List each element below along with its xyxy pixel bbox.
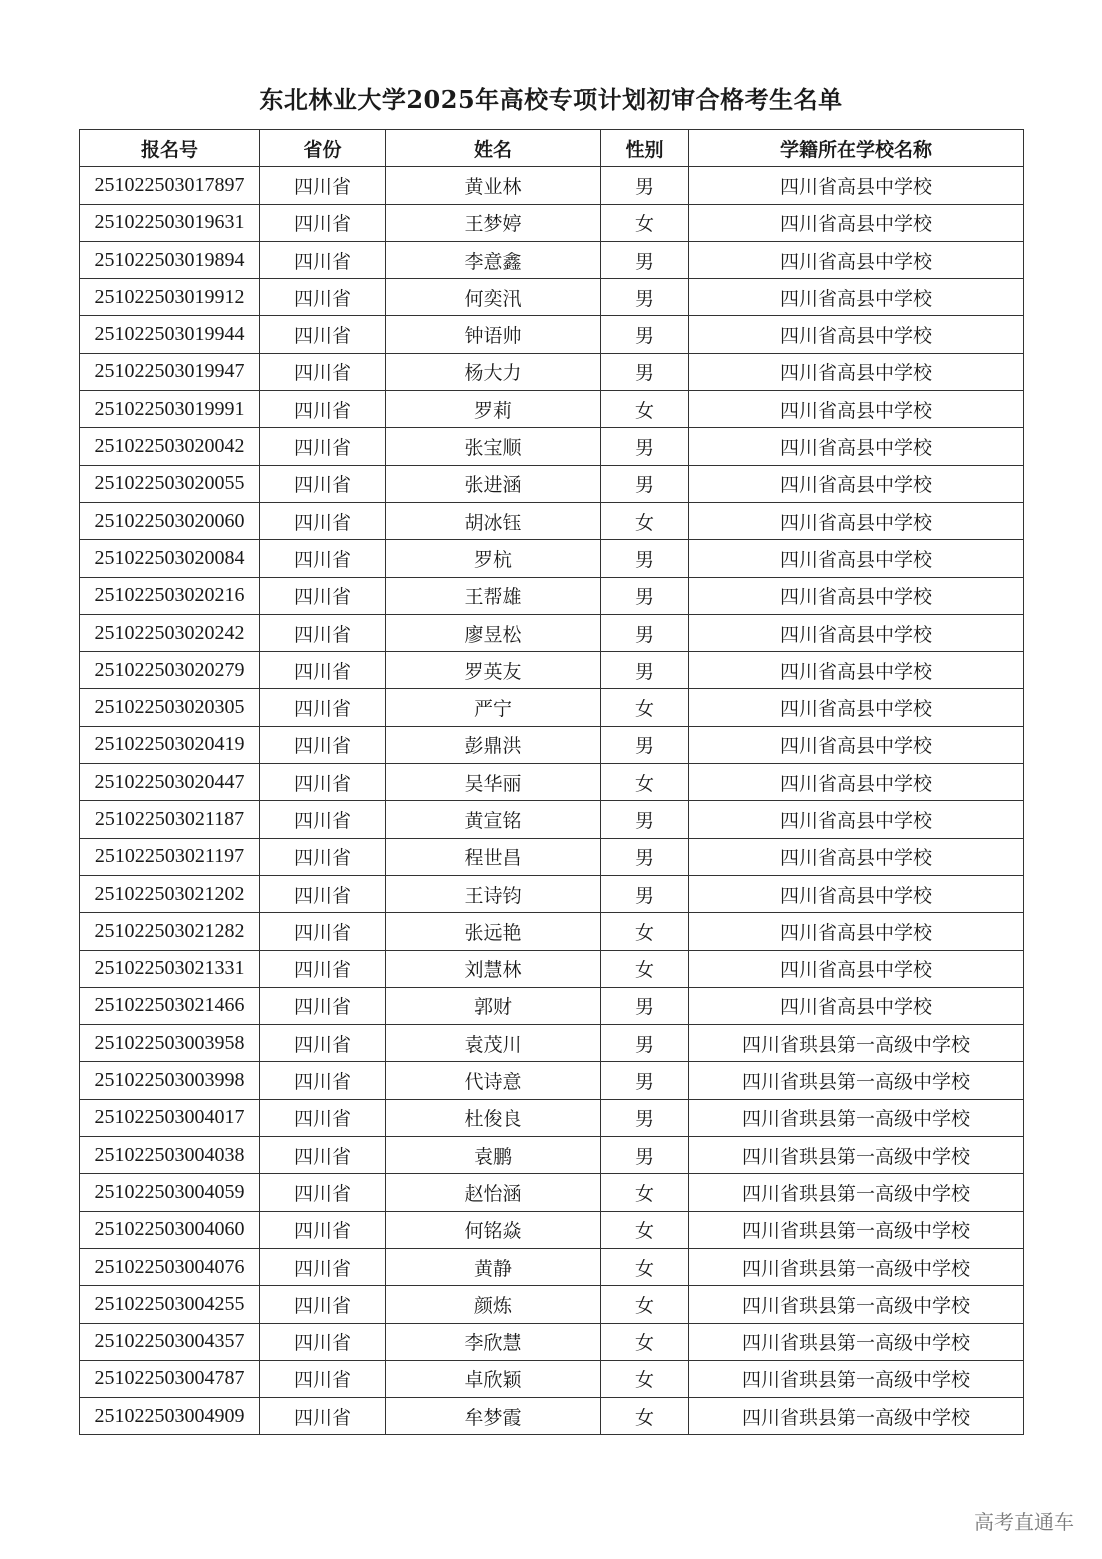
cell-province: 四川省 <box>260 652 386 689</box>
table-row <box>80 913 1024 950</box>
cell-registration-no: 251022503020305 <box>80 689 260 726</box>
table-row <box>80 1099 1024 1136</box>
cell-school: 四川省高县中学校 <box>689 502 1024 539</box>
cell-province: 四川省 <box>260 764 386 801</box>
cell-gender: 男 <box>601 279 689 316</box>
cell-province: 四川省 <box>260 353 386 390</box>
cell-registration-no: 251022503004357 <box>80 1323 260 1360</box>
cell-name: 王诗钧 <box>386 875 601 912</box>
cell-gender: 男 <box>601 1062 689 1099</box>
cell-province: 四川省 <box>260 1360 386 1397</box>
table-row <box>80 689 1024 726</box>
cell-registration-no: 251022503004076 <box>80 1248 260 1285</box>
cell-name: 张进涵 <box>386 465 601 502</box>
document-title: 东北林业大学2025年高校专项计划初审合格考生名单 <box>259 85 843 114</box>
cell-gender: 女 <box>601 204 689 241</box>
cell-school: 四川省高县中学校 <box>689 801 1024 838</box>
cell-gender: 男 <box>601 987 689 1024</box>
cell-province: 四川省 <box>260 204 386 241</box>
cell-school: 四川省高县中学校 <box>689 465 1024 502</box>
cell-school: 四川省高县中学校 <box>689 913 1024 950</box>
cell-registration-no: 251022503019894 <box>80 241 260 278</box>
cell-registration-no: 251022503021331 <box>80 950 260 987</box>
cell-province: 四川省 <box>260 875 386 912</box>
cell-school: 四川省高县中学校 <box>689 316 1024 353</box>
cell-name: 牟梦霞 <box>386 1398 601 1435</box>
cell-gender: 女 <box>601 913 689 950</box>
cell-school: 四川省高县中学校 <box>689 838 1024 875</box>
cell-gender: 女 <box>601 502 689 539</box>
cell-school: 四川省高县中学校 <box>689 353 1024 390</box>
cell-name: 何铭焱 <box>386 1211 601 1248</box>
cell-province: 四川省 <box>260 838 386 875</box>
cell-school: 四川省高县中学校 <box>689 577 1024 614</box>
cell-province: 四川省 <box>260 1174 386 1211</box>
cell-name: 王帮雄 <box>386 577 601 614</box>
cell-gender: 男 <box>601 801 689 838</box>
cell-province: 四川省 <box>260 1062 386 1099</box>
cell-school: 四川省高县中学校 <box>689 279 1024 316</box>
cell-name: 张宝顺 <box>386 428 601 465</box>
cell-registration-no: 251022503021282 <box>80 913 260 950</box>
cell-registration-no: 251022503019912 <box>80 279 260 316</box>
cell-gender: 女 <box>601 764 689 801</box>
table-row <box>80 1248 1024 1285</box>
cell-school: 四川省珙县第一高级中学校 <box>689 1360 1024 1397</box>
cell-school: 四川省高县中学校 <box>689 167 1024 204</box>
cell-gender: 男 <box>601 1099 689 1136</box>
cell-registration-no: 251022503020447 <box>80 764 260 801</box>
cell-school: 四川省高县中学校 <box>689 614 1024 651</box>
cell-province: 四川省 <box>260 1211 386 1248</box>
cell-province: 四川省 <box>260 913 386 950</box>
cell-gender: 女 <box>601 1360 689 1397</box>
cell-gender: 女 <box>601 1174 689 1211</box>
watermark: 高考直通车 <box>974 1510 1074 1534</box>
header-school: 学籍所在学校名称 <box>689 130 1024 167</box>
cell-name: 程世昌 <box>386 838 601 875</box>
cell-school: 四川省高县中学校 <box>689 540 1024 577</box>
cell-school: 四川省珙县第一高级中学校 <box>689 1174 1024 1211</box>
cell-province: 四川省 <box>260 614 386 651</box>
cell-name: 黄业林 <box>386 167 601 204</box>
cell-registration-no: 251022503020060 <box>80 502 260 539</box>
table-row <box>80 1137 1024 1174</box>
cell-gender: 女 <box>601 1398 689 1435</box>
cell-school: 四川省高县中学校 <box>689 950 1024 987</box>
cell-gender: 男 <box>601 577 689 614</box>
table-row <box>80 1286 1024 1323</box>
cell-gender: 女 <box>601 689 689 726</box>
cell-province: 四川省 <box>260 391 386 428</box>
cell-gender: 男 <box>601 726 689 763</box>
cell-school: 四川省珙县第一高级中学校 <box>689 1062 1024 1099</box>
cell-registration-no: 251022503003998 <box>80 1062 260 1099</box>
table-row <box>80 391 1024 428</box>
cell-name: 代诗意 <box>386 1062 601 1099</box>
cell-school: 四川省高县中学校 <box>689 204 1024 241</box>
cell-name: 张远艳 <box>386 913 601 950</box>
cell-registration-no: 251022503021187 <box>80 801 260 838</box>
table-row <box>80 540 1024 577</box>
cell-province: 四川省 <box>260 689 386 726</box>
cell-registration-no: 251022503004017 <box>80 1099 260 1136</box>
cell-registration-no: 251022503021466 <box>80 987 260 1024</box>
header-name: 姓名 <box>386 130 601 167</box>
cell-province: 四川省 <box>260 465 386 502</box>
cell-province: 四川省 <box>260 316 386 353</box>
table-row <box>80 279 1024 316</box>
cell-school: 四川省珙县第一高级中学校 <box>689 1398 1024 1435</box>
table-row <box>80 1398 1024 1435</box>
cell-province: 四川省 <box>260 1137 386 1174</box>
cell-school: 四川省高县中学校 <box>689 428 1024 465</box>
table-row <box>80 1360 1024 1397</box>
cell-school: 四川省珙县第一高级中学校 <box>689 1211 1024 1248</box>
cell-registration-no: 251022503020216 <box>80 577 260 614</box>
cell-name: 吴华丽 <box>386 764 601 801</box>
cell-school: 四川省珙县第一高级中学校 <box>689 1248 1024 1285</box>
cell-name: 黄宣铭 <box>386 801 601 838</box>
cell-name: 李欣慧 <box>386 1323 601 1360</box>
cell-school: 四川省珙县第一高级中学校 <box>689 1099 1024 1136</box>
cell-name: 钟语帅 <box>386 316 601 353</box>
cell-name: 廖昱松 <box>386 614 601 651</box>
cell-school: 四川省高县中学校 <box>689 987 1024 1024</box>
cell-registration-no: 251022503019947 <box>80 353 260 390</box>
cell-province: 四川省 <box>260 726 386 763</box>
cell-name: 赵怡涵 <box>386 1174 601 1211</box>
cell-name: 李意鑫 <box>386 241 601 278</box>
cell-name: 颜炼 <box>386 1286 601 1323</box>
cell-gender: 女 <box>601 391 689 428</box>
cell-school: 四川省珙县第一高级中学校 <box>689 1323 1024 1360</box>
cell-province: 四川省 <box>260 1099 386 1136</box>
cell-registration-no: 251022503021197 <box>80 838 260 875</box>
cell-gender: 女 <box>601 1323 689 1360</box>
cell-name: 何奕汛 <box>386 279 601 316</box>
cell-province: 四川省 <box>260 950 386 987</box>
cell-gender: 男 <box>601 1137 689 1174</box>
cell-gender: 男 <box>601 875 689 912</box>
cell-province: 四川省 <box>260 577 386 614</box>
cell-province: 四川省 <box>260 540 386 577</box>
cell-registration-no: 251022503021202 <box>80 875 260 912</box>
cell-school: 四川省高县中学校 <box>689 689 1024 726</box>
cell-province: 四川省 <box>260 241 386 278</box>
table-row <box>80 577 1024 614</box>
cell-gender: 男 <box>601 614 689 651</box>
cell-registration-no: 251022503020242 <box>80 614 260 651</box>
cell-name: 严宁 <box>386 689 601 726</box>
table-row <box>80 1174 1024 1211</box>
cell-name: 卓欣颖 <box>386 1360 601 1397</box>
cell-school: 四川省高县中学校 <box>689 391 1024 428</box>
cell-name: 黄静 <box>386 1248 601 1285</box>
header-province: 省份 <box>260 130 386 167</box>
cell-province: 四川省 <box>260 1286 386 1323</box>
cell-registration-no: 251022503004909 <box>80 1398 260 1435</box>
cell-registration-no: 251022503019944 <box>80 316 260 353</box>
cell-registration-no: 251022503003958 <box>80 1025 260 1062</box>
cell-province: 四川省 <box>260 1025 386 1062</box>
cell-gender: 男 <box>601 652 689 689</box>
table-row <box>80 241 1024 278</box>
table-header-row <box>80 130 1024 167</box>
cell-gender: 女 <box>601 1211 689 1248</box>
cell-gender: 男 <box>601 353 689 390</box>
table-row <box>80 316 1024 353</box>
table-row <box>80 652 1024 689</box>
cell-gender: 女 <box>601 1286 689 1323</box>
cell-registration-no: 251022503020419 <box>80 726 260 763</box>
cell-name: 罗英友 <box>386 652 601 689</box>
cell-registration-no: 251022503019991 <box>80 391 260 428</box>
cell-registration-no: 251022503004255 <box>80 1286 260 1323</box>
table-row <box>80 614 1024 651</box>
table-row <box>80 204 1024 241</box>
cell-school: 四川省高县中学校 <box>689 875 1024 912</box>
cell-province: 四川省 <box>260 1248 386 1285</box>
cell-school: 四川省珙县第一高级中学校 <box>689 1025 1024 1062</box>
cell-gender: 男 <box>601 540 689 577</box>
cell-gender: 男 <box>601 1025 689 1062</box>
table-row <box>80 801 1024 838</box>
cell-name: 罗杭 <box>386 540 601 577</box>
cell-school: 四川省高县中学校 <box>689 726 1024 763</box>
cell-gender: 男 <box>601 428 689 465</box>
table-row <box>80 726 1024 763</box>
cell-registration-no: 251022503020042 <box>80 428 260 465</box>
cell-registration-no: 251022503004038 <box>80 1137 260 1174</box>
cell-gender: 女 <box>601 1248 689 1285</box>
candidate-table <box>79 129 1024 1435</box>
table-row <box>80 1062 1024 1099</box>
cell-school: 四川省高县中学校 <box>689 764 1024 801</box>
cell-gender: 女 <box>601 950 689 987</box>
cell-registration-no: 251022503017897 <box>80 167 260 204</box>
cell-school: 四川省珙县第一高级中学校 <box>689 1286 1024 1323</box>
header-gender: 性别 <box>601 130 689 167</box>
table-row <box>80 950 1024 987</box>
cell-gender: 男 <box>601 167 689 204</box>
table-row <box>80 838 1024 875</box>
cell-name: 袁茂川 <box>386 1025 601 1062</box>
cell-province: 四川省 <box>260 987 386 1024</box>
cell-name: 罗莉 <box>386 391 601 428</box>
cell-name: 杨大力 <box>386 353 601 390</box>
cell-name: 胡冰钰 <box>386 502 601 539</box>
cell-gender: 男 <box>601 241 689 278</box>
cell-province: 四川省 <box>260 1398 386 1435</box>
cell-registration-no: 251022503020055 <box>80 465 260 502</box>
cell-gender: 男 <box>601 465 689 502</box>
cell-registration-no: 251022503020279 <box>80 652 260 689</box>
cell-school: 四川省高县中学校 <box>689 241 1024 278</box>
table-row <box>80 428 1024 465</box>
cell-province: 四川省 <box>260 167 386 204</box>
cell-province: 四川省 <box>260 502 386 539</box>
cell-gender: 男 <box>601 838 689 875</box>
table-row <box>80 1211 1024 1248</box>
table-row <box>80 875 1024 912</box>
cell-registration-no: 251022503020084 <box>80 540 260 577</box>
table-body <box>80 167 1024 1435</box>
cell-name: 郭财 <box>386 987 601 1024</box>
table-row <box>80 1323 1024 1360</box>
cell-name: 王梦婷 <box>386 204 601 241</box>
cell-province: 四川省 <box>260 279 386 316</box>
cell-province: 四川省 <box>260 428 386 465</box>
cell-school: 四川省珙县第一高级中学校 <box>689 1137 1024 1174</box>
cell-gender: 男 <box>601 316 689 353</box>
cell-province: 四川省 <box>260 801 386 838</box>
table-row <box>80 987 1024 1024</box>
cell-registration-no: 251022503019631 <box>80 204 260 241</box>
cell-registration-no: 251022503004787 <box>80 1360 260 1397</box>
cell-name: 刘慧林 <box>386 950 601 987</box>
header-registration-no: 报名号 <box>80 130 260 167</box>
table-row <box>80 353 1024 390</box>
cell-school: 四川省高县中学校 <box>689 652 1024 689</box>
cell-registration-no: 251022503004059 <box>80 1174 260 1211</box>
table-row <box>80 502 1024 539</box>
cell-name: 杜俊良 <box>386 1099 601 1136</box>
cell-province: 四川省 <box>260 1323 386 1360</box>
table-row <box>80 764 1024 801</box>
cell-registration-no: 251022503004060 <box>80 1211 260 1248</box>
cell-name: 袁鹏 <box>386 1137 601 1174</box>
table-row <box>80 465 1024 502</box>
cell-name: 彭鼎洪 <box>386 726 601 763</box>
table-row <box>80 167 1024 204</box>
table-row <box>80 1025 1024 1062</box>
